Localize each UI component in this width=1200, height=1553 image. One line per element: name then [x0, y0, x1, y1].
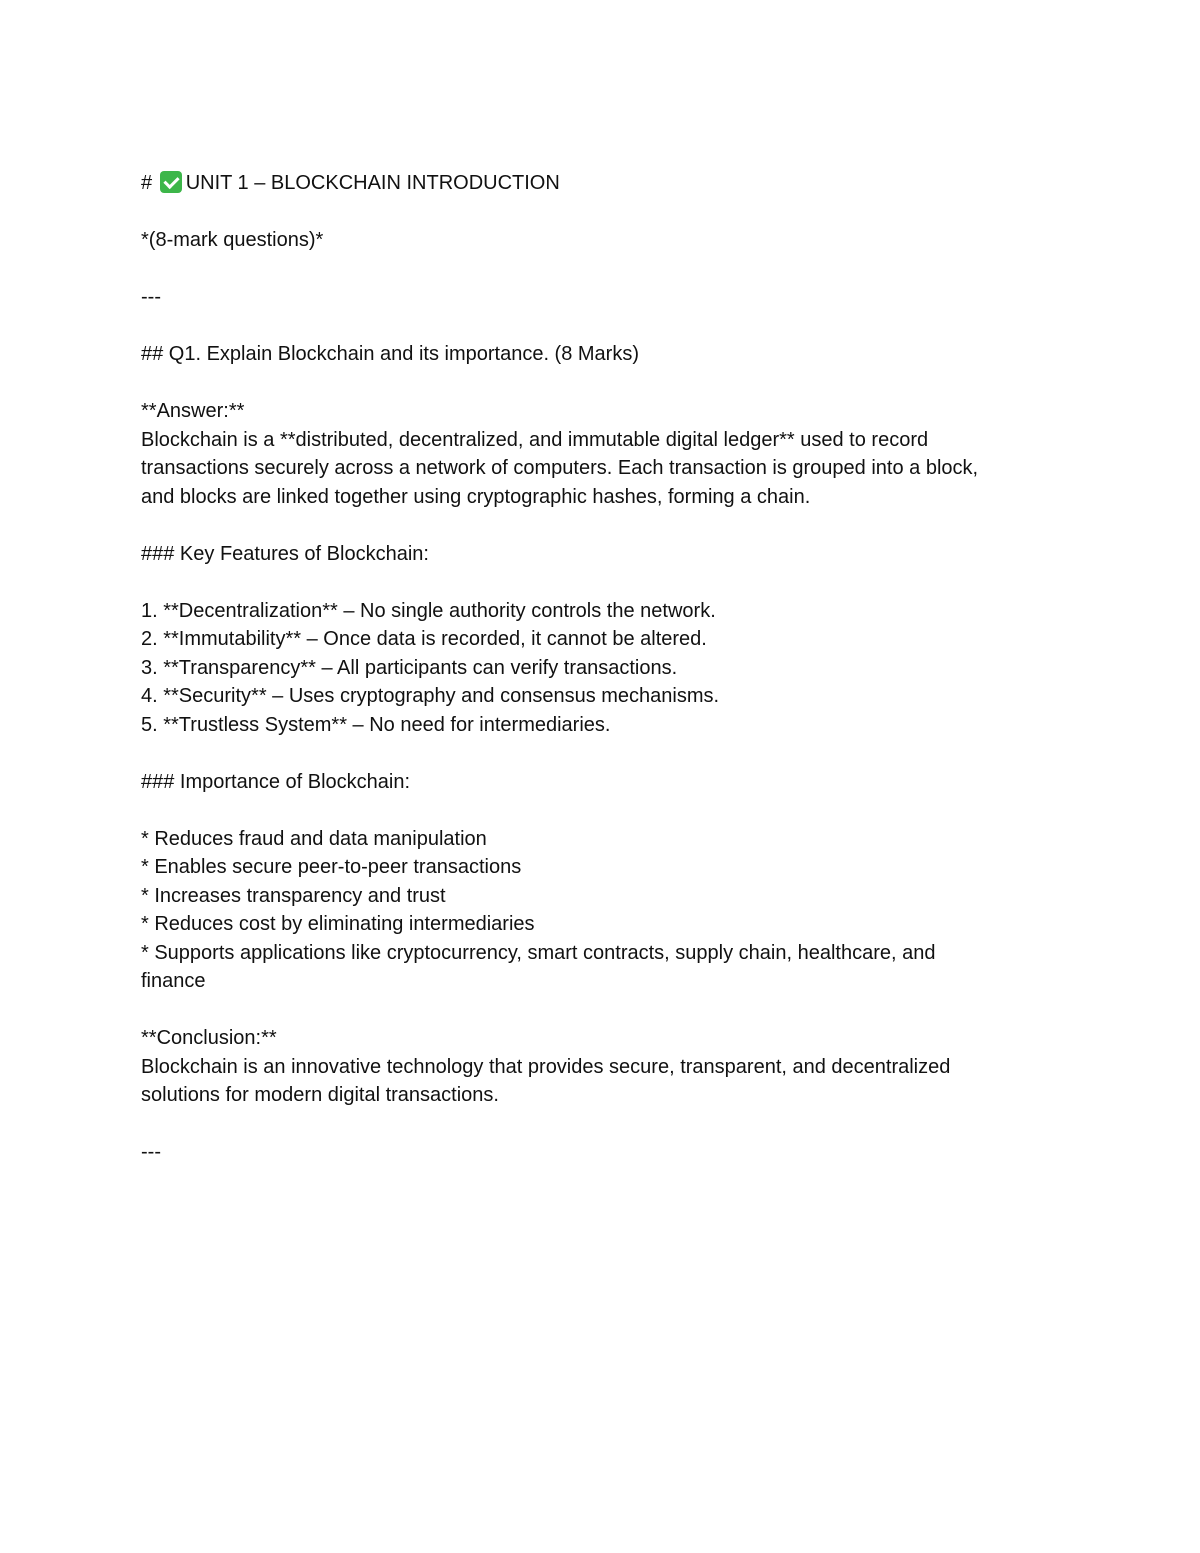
answer-line: transactions securely across a network of computers. Each transaction is grouped into a block, [141, 457, 979, 479]
feature-item: 1. **Decentralization** – No single authority controls the network. [141, 599, 716, 622]
features-heading: ### Key Features of Blockchain: [141, 542, 429, 565]
importance-item-continued: finance [141, 970, 206, 992]
page-heading [141, 169, 1061, 198]
conclusion-line: Blockchain is an innovative technology that provides secure, transparent, and decentralized [141, 1055, 951, 1078]
conclusion-line: solutions for modern digital transactions. [141, 1084, 499, 1106]
feature-item: 3. **Transparency** – All participants can verify transactions. [141, 656, 678, 679]
importance-item: * Enables secure peer-to-peer transactions [141, 856, 522, 878]
divider: --- [141, 286, 161, 308]
answer-label: **Answer:** [141, 400, 245, 422]
heading-title: UNIT 1 – BLOCKCHAIN INTRODUCTION [185, 172, 560, 194]
divider: --- [141, 1141, 161, 1163]
conclusion-label: **Conclusion:** [141, 1027, 277, 1049]
feature-item: 4. **Security** – Uses cryptography and consensus mechanisms. [141, 685, 720, 707]
feature-item: 2. **Immutability** – Once data is recorded, it cannot be altered. [141, 628, 707, 650]
feature-item: 5. **Trustless System** – No need for intermediaries. [141, 713, 611, 736]
importance-item: * Supports applications like cryptocurrency, smart contracts, supply chain, healthcare, and [141, 941, 936, 964]
importance-item: * Increases transparency and trust [141, 884, 446, 907]
answer-line: Blockchain is a **distributed, decentralized, and immutable digital ledger** used to record [141, 428, 929, 451]
question-heading: ## Q1. Explain Blockchain and its importance. (8 Marks) [141, 343, 639, 365]
importance-item: * Reduces cost by eliminating intermediaries [141, 913, 535, 935]
importance-heading: ### Importance of Blockchain: [141, 770, 411, 793]
check-mark-icon [160, 171, 182, 193]
importance-item: * Reduces fraud and data manipulation [141, 827, 487, 850]
subtitle: *(8-mark questions)* [141, 229, 324, 251]
answer-line: and blocks are linked together using cryptographic hashes, forming a chain. [141, 485, 811, 508]
heading-prefix: # [141, 172, 153, 194]
document-page [141, 169, 1061, 1167]
